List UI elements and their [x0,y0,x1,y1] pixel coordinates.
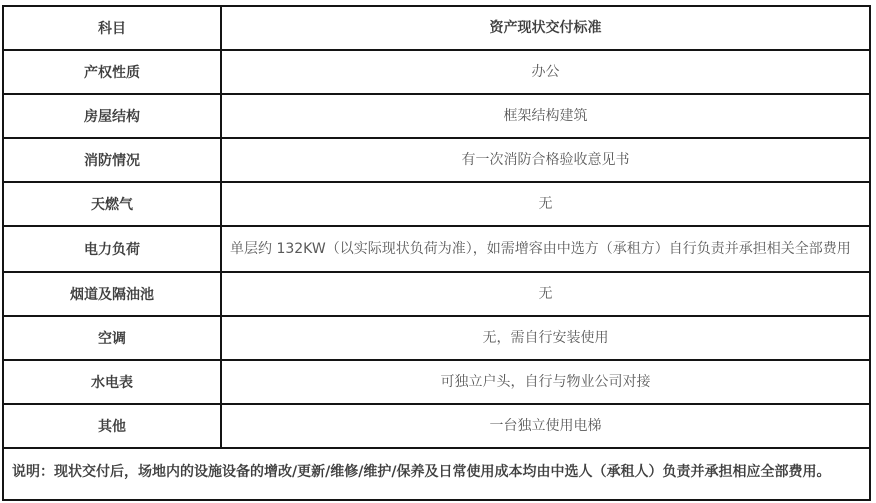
row-value: 可独立户头，自行与物业公司对接 [221,360,870,404]
table-row [3,94,870,138]
table-header-row [3,6,870,50]
table-row [3,50,870,94]
row-value: 框架结构建筑 [221,94,870,138]
row-label: 消防情况 [3,138,221,182]
row-label: 水电表 [3,360,221,404]
table-row [3,182,870,226]
row-label: 烟道及隔油池 [3,272,221,316]
row-value: 一台独立使用电梯 [221,404,870,448]
row-value: 办公 [221,50,870,94]
table-row [3,316,870,360]
table-row [3,138,870,182]
row-label: 其他 [3,404,221,448]
row-value: 无 [221,272,870,316]
row-value: 无，需自行安装使用 [221,316,870,360]
row-value: 单层约 132KW（以实际现状负荷为准），如需增容由中选方（承租方）自行负责并承担相关全部费用 [221,226,870,272]
delivery-standard-table-sheet [2,5,871,501]
table-row [3,226,870,272]
row-label: 产权性质 [3,50,221,94]
asset-delivery-standard-table [2,5,871,501]
header-standard-cell: 资产现状交付标准 [221,6,870,50]
header-subject-cell: 科目 [3,6,221,50]
row-label: 电力负荷 [3,226,221,272]
table-row [3,272,870,316]
table-footer-row [3,448,870,500]
row-value: 无 [221,182,870,226]
row-label: 天燃气 [3,182,221,226]
table-row [3,360,870,404]
table-row [3,404,870,448]
footer-note: 说明：现状交付后，场地内的设施设备的增改/更新/维修/维护/保养及日常使用成本均由中选人（承租人）负责并承担相应全部费用。 [3,448,870,500]
row-value: 有一次消防合格验收意见书 [221,138,870,182]
row-label: 空调 [3,316,221,360]
row-label: 房屋结构 [3,94,221,138]
